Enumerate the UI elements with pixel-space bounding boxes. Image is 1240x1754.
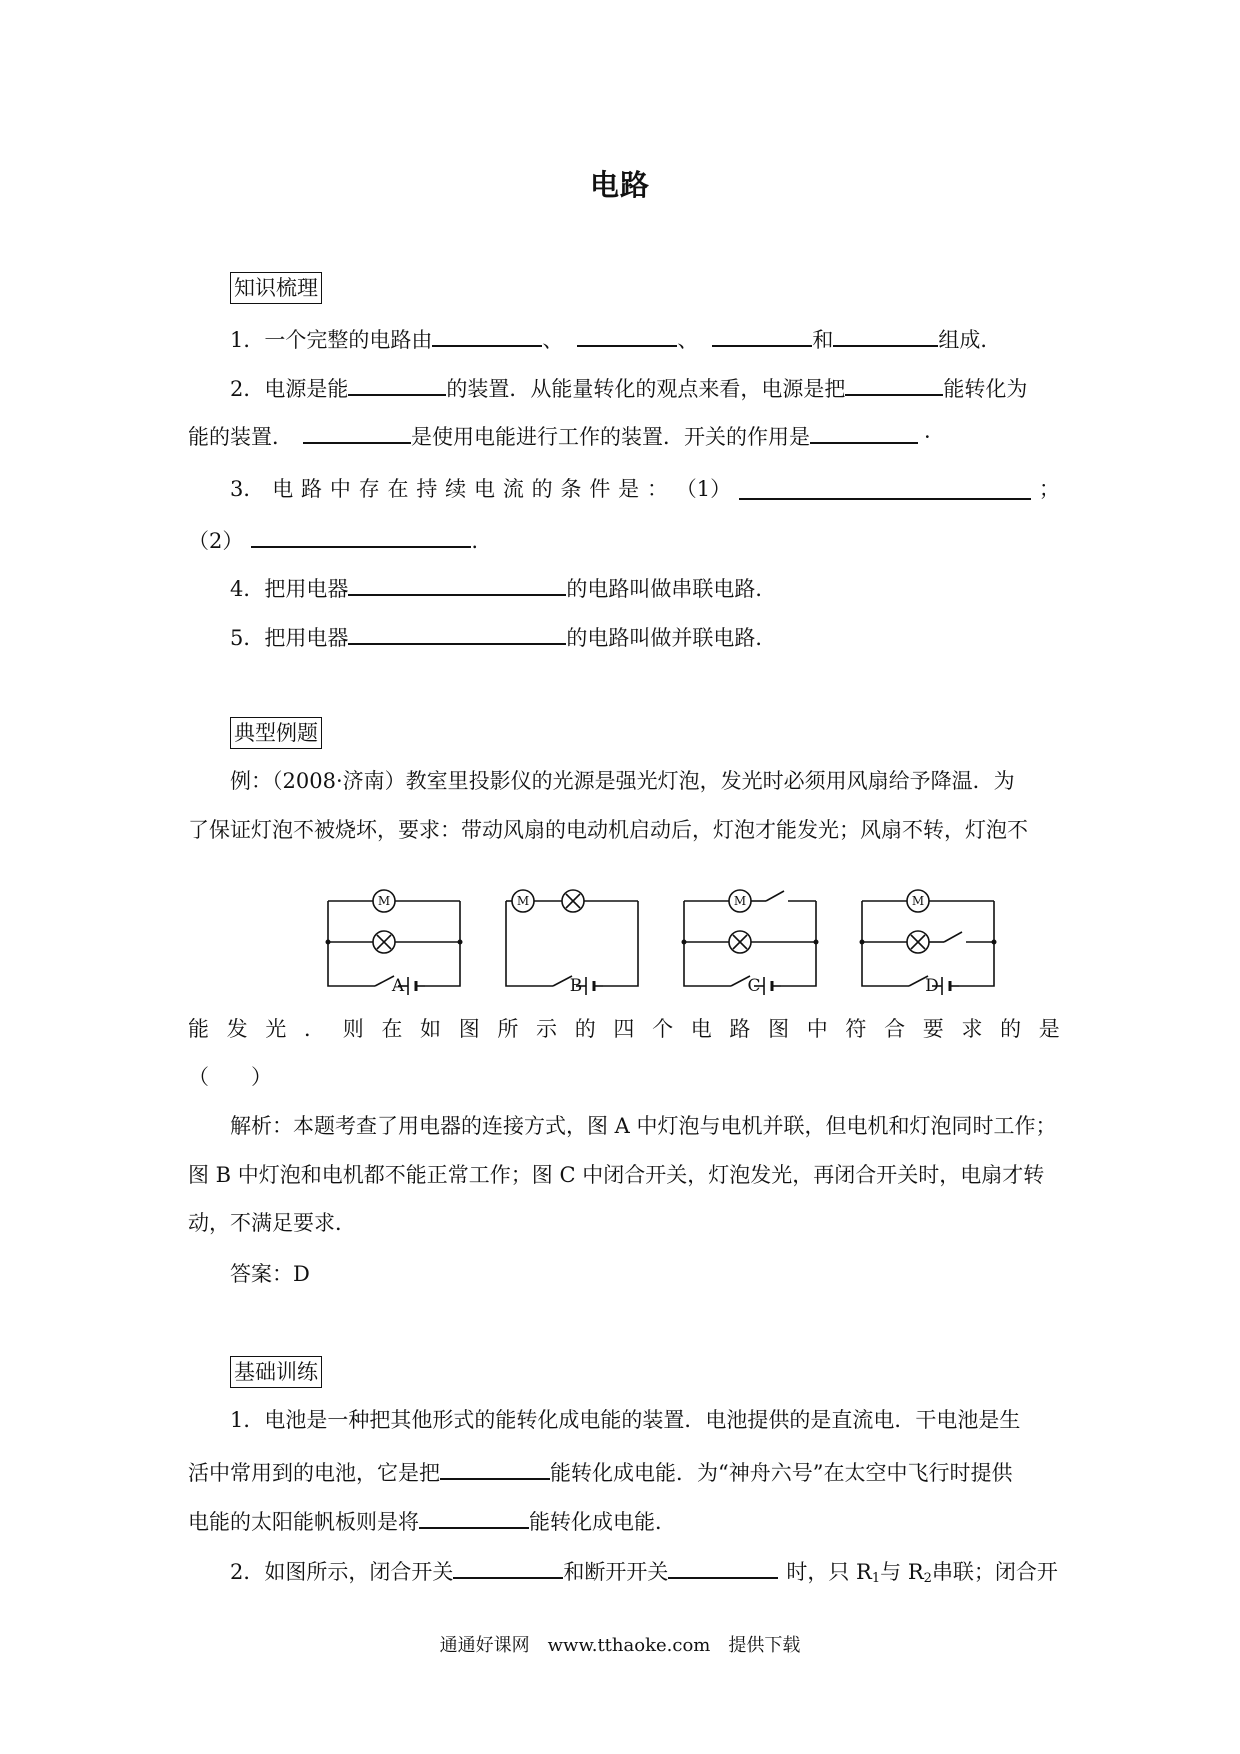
answer-blank[interactable] bbox=[739, 474, 1031, 500]
example-line3-char: 中 bbox=[806, 1017, 828, 1041]
example-line3-char: 的 bbox=[1000, 1017, 1022, 1041]
example-line3-char: 合 bbox=[884, 1017, 906, 1041]
q3-char: 3． bbox=[230, 477, 265, 501]
knowledge-q4: 4．把用电器 的电路叫做串联电路． bbox=[230, 570, 776, 600]
training-q1-line1: 1．电池是一种把其他形式的能转化成电能的装置．电池提供的是直流电．干电池是生 bbox=[230, 1408, 1021, 1432]
example-analysis-line3: 动，不满足要求． bbox=[188, 1211, 356, 1235]
knowledge-q3-line2: （2） . bbox=[188, 522, 478, 552]
circuit-diagrams-figure bbox=[320, 878, 1010, 998]
training-q1-line3: 电能的太阳能帆板则是将 能转化成电能． bbox=[188, 1503, 676, 1533]
example-line1: 例：（2008·济南）教室里投影仪的光源是强光灯泡，发光时必须用风扇给予降温．为 bbox=[230, 769, 1015, 793]
q3-char: 持 bbox=[416, 477, 438, 501]
example-answer: 答案：D bbox=[230, 1262, 310, 1286]
example-line3-char: 所 bbox=[497, 1017, 519, 1041]
circuit-label-b: B bbox=[569, 976, 583, 996]
example-analysis-line1: 解析：本题考查了用电器的连接方式，图 A 中灯泡与电机并联，但电机和灯泡同时工作； bbox=[230, 1114, 1057, 1138]
answer-blank[interactable] bbox=[419, 1503, 529, 1529]
example-line3-char: 光 bbox=[265, 1017, 287, 1041]
section-label-training: 基础训练 bbox=[230, 1356, 322, 1388]
q3-char: 件 bbox=[589, 477, 611, 501]
q3-char: 是 bbox=[618, 477, 640, 501]
circuit-label-c: C bbox=[747, 976, 761, 996]
example-line3-char: 如 bbox=[420, 1017, 442, 1041]
answer-blank[interactable] bbox=[453, 1553, 563, 1579]
q3-char: 路 bbox=[301, 477, 323, 501]
example-line3-char: 求 bbox=[961, 1017, 983, 1041]
training-q1-line2: 活中常用到的电池，它是把 能转化成电能．为“神舟六号”在太空中飞行时提供 bbox=[188, 1454, 1012, 1484]
circuit-label-a: A bbox=[391, 976, 405, 996]
answer-blank[interactable] bbox=[303, 418, 411, 444]
example-line3-char: 在 bbox=[381, 1017, 403, 1041]
section-label-knowledge: 知识梳理 bbox=[230, 272, 322, 304]
q3-char: （1） bbox=[675, 477, 732, 501]
answer-blank[interactable] bbox=[432, 321, 542, 347]
example-analysis-line2: 图 B 中灯泡和电机都不能正常工作；图 C 中闭合开关，灯泡发光，再闭合开关时，电扇才转 bbox=[188, 1163, 1045, 1187]
page-footer: 通通好课网 www.tthaoke.com 提供下载 bbox=[439, 1635, 801, 1656]
knowledge-q5: 5．把用电器 的电路叫做并联电路． bbox=[230, 619, 776, 649]
example-line3-char: 个 bbox=[652, 1017, 674, 1041]
example-line3-char: 是 bbox=[1038, 1017, 1060, 1041]
example-line3-char: 四 bbox=[613, 1017, 635, 1041]
example-line3-char: 示 bbox=[536, 1017, 558, 1041]
page-title: 电路 bbox=[589, 168, 650, 202]
section-label-example: 典型例题 bbox=[230, 717, 322, 749]
answer-blank[interactable] bbox=[810, 418, 918, 444]
motor-symbol: M bbox=[377, 894, 391, 908]
example-line3-char: 路 bbox=[729, 1017, 751, 1041]
answer-blank[interactable] bbox=[668, 1553, 778, 1579]
answer-blank[interactable] bbox=[712, 321, 812, 347]
training-q2-line1: 2．如图所示，闭合开关 和断开开关 时，只 $R_1$与 $R_2$串联；闭合开 bbox=[230, 1553, 1058, 1583]
example-line3-char: 符 bbox=[845, 1017, 867, 1041]
q3-char: 中 bbox=[329, 477, 351, 501]
answer-blank[interactable] bbox=[845, 370, 943, 396]
example-line3 bbox=[188, 1014, 1060, 1044]
example-line3-char: 要 bbox=[922, 1017, 944, 1041]
q3-char: 电 bbox=[474, 477, 495, 501]
answer-blank[interactable] bbox=[348, 619, 566, 645]
example-line3-char: 图 bbox=[768, 1017, 790, 1041]
knowledge-q3-line1 bbox=[230, 474, 1060, 504]
q3-char: 的 bbox=[531, 477, 553, 501]
answer-blank[interactable] bbox=[440, 1454, 550, 1480]
example-line3-char: 发 bbox=[226, 1017, 248, 1041]
answer-blank[interactable] bbox=[577, 321, 677, 347]
q3-char: 在 bbox=[387, 477, 409, 501]
example-line3-char: ． bbox=[304, 1017, 326, 1041]
q3-char: 存 bbox=[358, 477, 380, 501]
example-line3-char: 电 bbox=[690, 1017, 712, 1041]
answer-blank[interactable] bbox=[251, 522, 471, 548]
example-line2: 了保证灯泡不被烧坏，要求：带动风扇的电动机启动后，灯泡才能发光；风扇不转，灯泡不 bbox=[188, 818, 1028, 842]
q3-char: 续 bbox=[445, 477, 467, 501]
q3-char: 条 bbox=[560, 477, 582, 501]
motor-symbol: M bbox=[733, 894, 747, 908]
knowledge-q2-line1: 2．电源是能 的装置．从能量转化的观点来看，电源是把 能转化为 bbox=[230, 370, 1027, 400]
example-line3-char: 能 bbox=[188, 1017, 209, 1041]
q3-end: ； bbox=[1038, 477, 1060, 501]
example-line3-char: 的 bbox=[574, 1017, 596, 1041]
answer-blank[interactable] bbox=[348, 570, 566, 596]
knowledge-q1: 1．一个完整的电路由 、 、 和 组成． bbox=[230, 321, 1001, 351]
answer-blank[interactable] bbox=[833, 321, 938, 347]
knowledge-q2-line2: 能的装置． 是使用电能进行工作的装置．开关的作用是 · bbox=[188, 418, 931, 448]
example-answer-parens: （ ） bbox=[188, 1065, 272, 1089]
example-line3-char: 图 bbox=[458, 1017, 480, 1041]
q3-char: ： bbox=[646, 477, 668, 501]
answer-blank[interactable] bbox=[348, 370, 446, 396]
motor-symbol: M bbox=[911, 894, 925, 908]
q3-char: 电 bbox=[272, 477, 294, 501]
example-line3-char: 则 bbox=[342, 1017, 364, 1041]
circuit-label-d: D bbox=[925, 976, 939, 996]
motor-symbol: M bbox=[516, 894, 530, 908]
q3-char: 流 bbox=[502, 477, 524, 501]
